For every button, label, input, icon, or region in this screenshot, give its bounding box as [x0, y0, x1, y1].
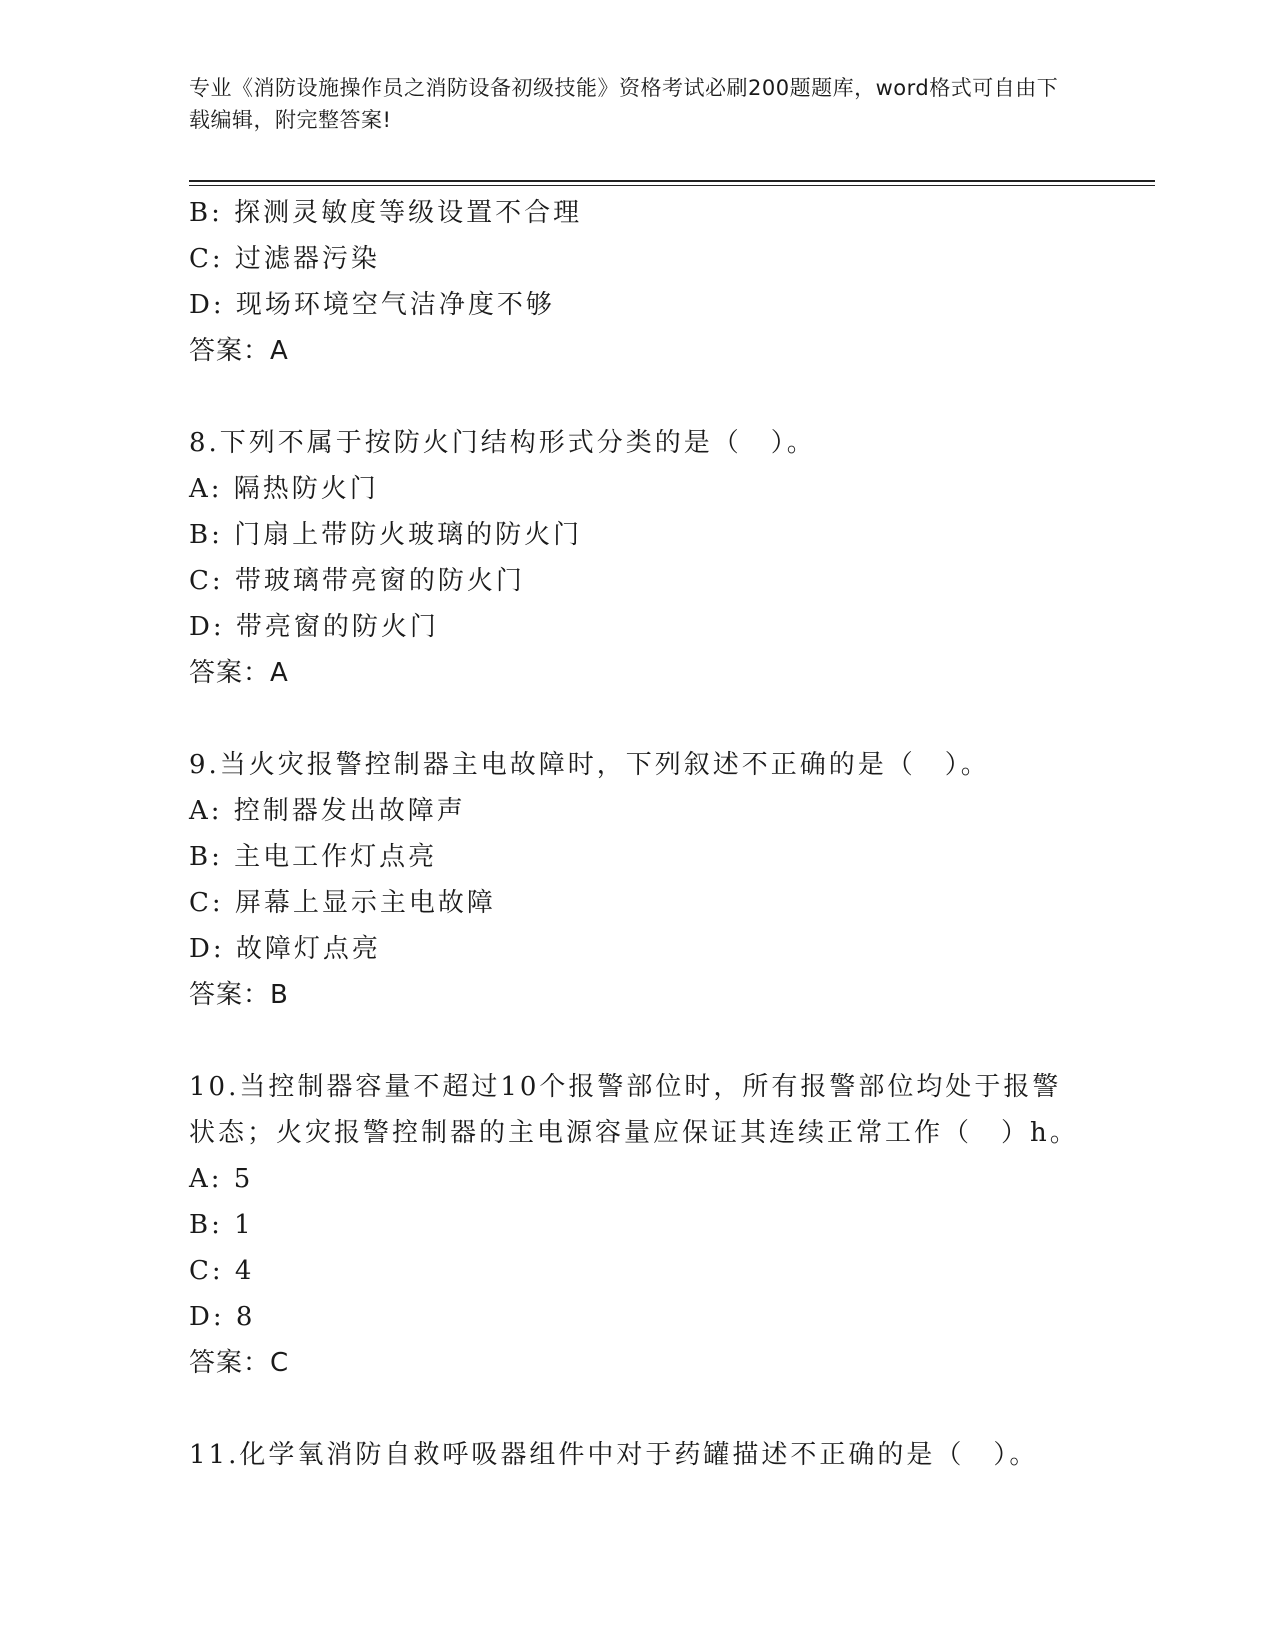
- option-d: D: 现场环境空气洁净度不够: [189, 290, 555, 320]
- option-a: A: 控制器发出故障声: [189, 796, 466, 826]
- question-stem-line-2: 状态；火灾报警控制器的主电源容量应保证其连续正常工作（ ）h。: [189, 1118, 1079, 1148]
- question-stem: 11.化学氧消防自救呼吸器组件中对于药罐描述不正确的是（ ）。: [189, 1440, 1039, 1470]
- option-b: B: 主电工作灯点亮: [189, 842, 438, 872]
- question-stem: 8.下列不属于按防火门结构形式分类的是（ ）。: [189, 428, 816, 458]
- answer-line: 答案：C: [189, 1348, 290, 1378]
- header-rule-thick: [189, 180, 1155, 182]
- option-c: C: 屏幕上显示主电故障: [189, 888, 496, 918]
- question-list: [189, 190, 1089, 1478]
- question-block-7: [189, 190, 1089, 374]
- spacer: [189, 1386, 1089, 1432]
- spacer: [189, 696, 1089, 742]
- question-block-10: [189, 1064, 1089, 1386]
- option-c: C: 4: [189, 1256, 255, 1286]
- answer-line: 答案：B: [189, 980, 289, 1010]
- question-block-11: [189, 1432, 1089, 1478]
- header-rule-thin: [189, 185, 1155, 186]
- spacer: [189, 1018, 1089, 1064]
- option-a: A: 隔热防火门: [189, 474, 379, 504]
- option-d: D: 故障灯点亮: [189, 934, 381, 964]
- question-stem: 9.当火灾报警控制器主电故障时，下列叙述不正确的是（ ）。: [189, 750, 990, 780]
- option-d: D: 带亮窗的防火门: [189, 612, 439, 642]
- option-b: B: 探测灵敏度等级设置不合理: [189, 198, 583, 228]
- question-block-8: [189, 420, 1089, 696]
- document-header: 专业《消防设施操作员之消防设备初级技能》资格考试必刷200题题库，word格式可自由下载编辑，附完整答案!: [189, 76, 1059, 132]
- option-c: C: 带玻璃带亮窗的防火门: [189, 566, 525, 596]
- spacer: [189, 374, 1089, 420]
- answer-line: 答案：A: [189, 658, 289, 688]
- option-d: D: 8: [189, 1302, 256, 1332]
- answer-line: 答案：A: [189, 336, 289, 366]
- question-stem-line-1: 10.当控制器容量不超过10个报警部位时，所有报警部位均处于报警: [189, 1072, 1062, 1102]
- option-a: A: 5: [189, 1164, 254, 1194]
- option-c: C: 过滤器污染: [189, 244, 380, 274]
- option-b: B: 门扇上带防火玻璃的防火门: [189, 520, 583, 550]
- option-b: B: 1: [189, 1210, 254, 1240]
- question-block-9: [189, 742, 1089, 1018]
